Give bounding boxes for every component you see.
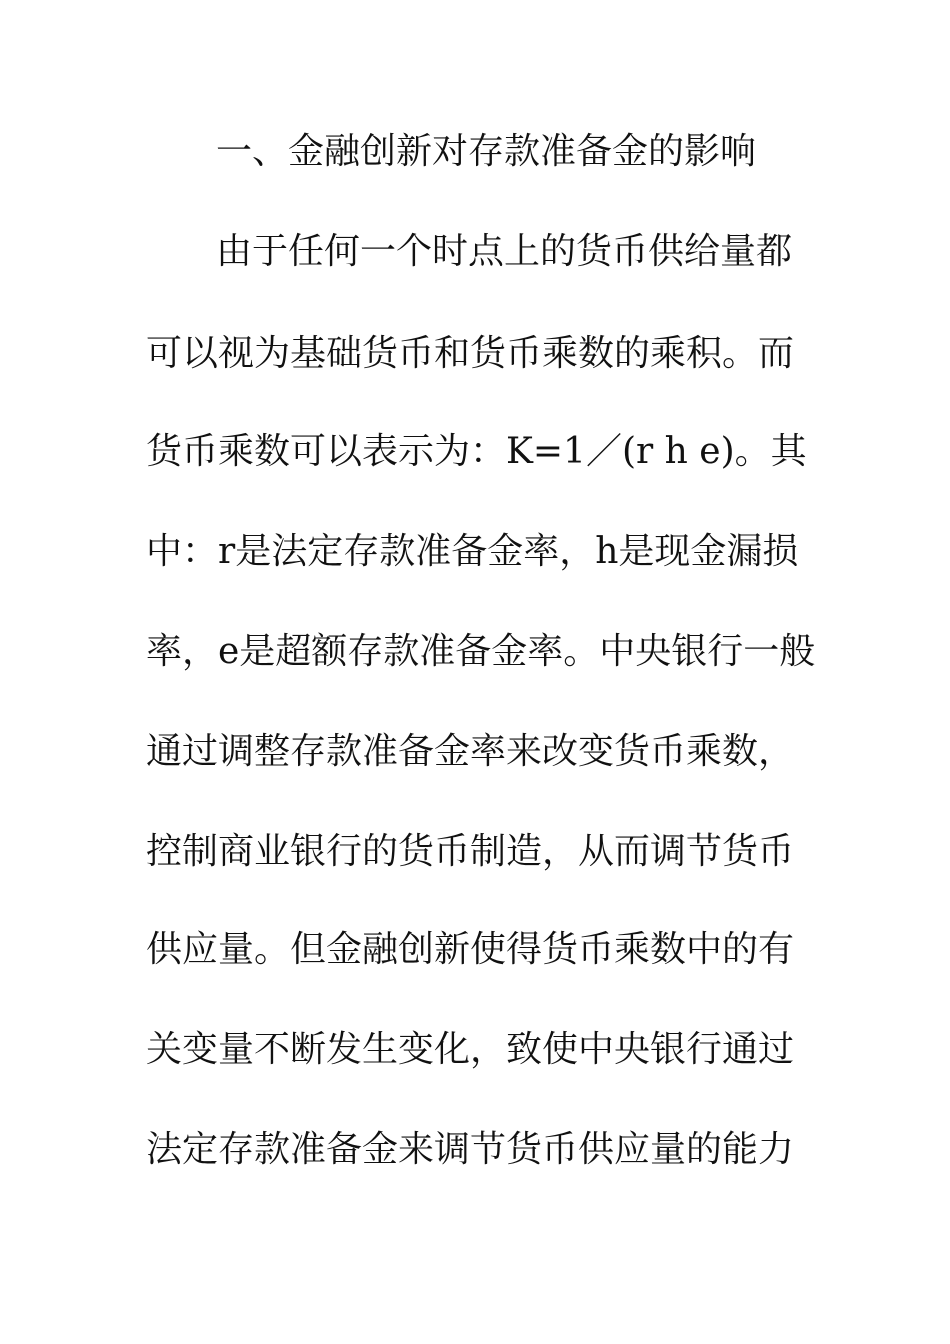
section-heading: 一、金融创新对存款准备金的影响 — [216, 131, 757, 172]
paragraph-line-3: 货币乘数可以表示为：K=1／(r h e)。其 — [146, 431, 807, 472]
paragraph-line-6: 通过调整存款准备金率来改变货币乘数， — [146, 731, 795, 772]
paragraph-line-7: 控制商业银行的货币制造，从而调节货币 — [146, 831, 795, 872]
paragraph-line-2: 可以视为基础货币和货币乘数的乘积。而 — [146, 333, 795, 374]
paragraph-line-9: 关变量不断发生变化，致使中央银行通过 — [146, 1029, 795, 1070]
paragraph-line-1: 由于任何一个时点上的货币供给量都 — [216, 231, 793, 272]
paragraph-line-10: 法定存款准备金来调节货币供应量的能力 — [146, 1129, 795, 1170]
paragraph-line-5: 率，e是超额存款准备金率。中央银行一般 — [146, 631, 816, 672]
paragraph-line-8: 供应量。但金融创新使得货币乘数中的有 — [146, 929, 795, 970]
paragraph-line-4: 中：r是法定存款准备金率，h是现金漏损 — [146, 531, 799, 572]
